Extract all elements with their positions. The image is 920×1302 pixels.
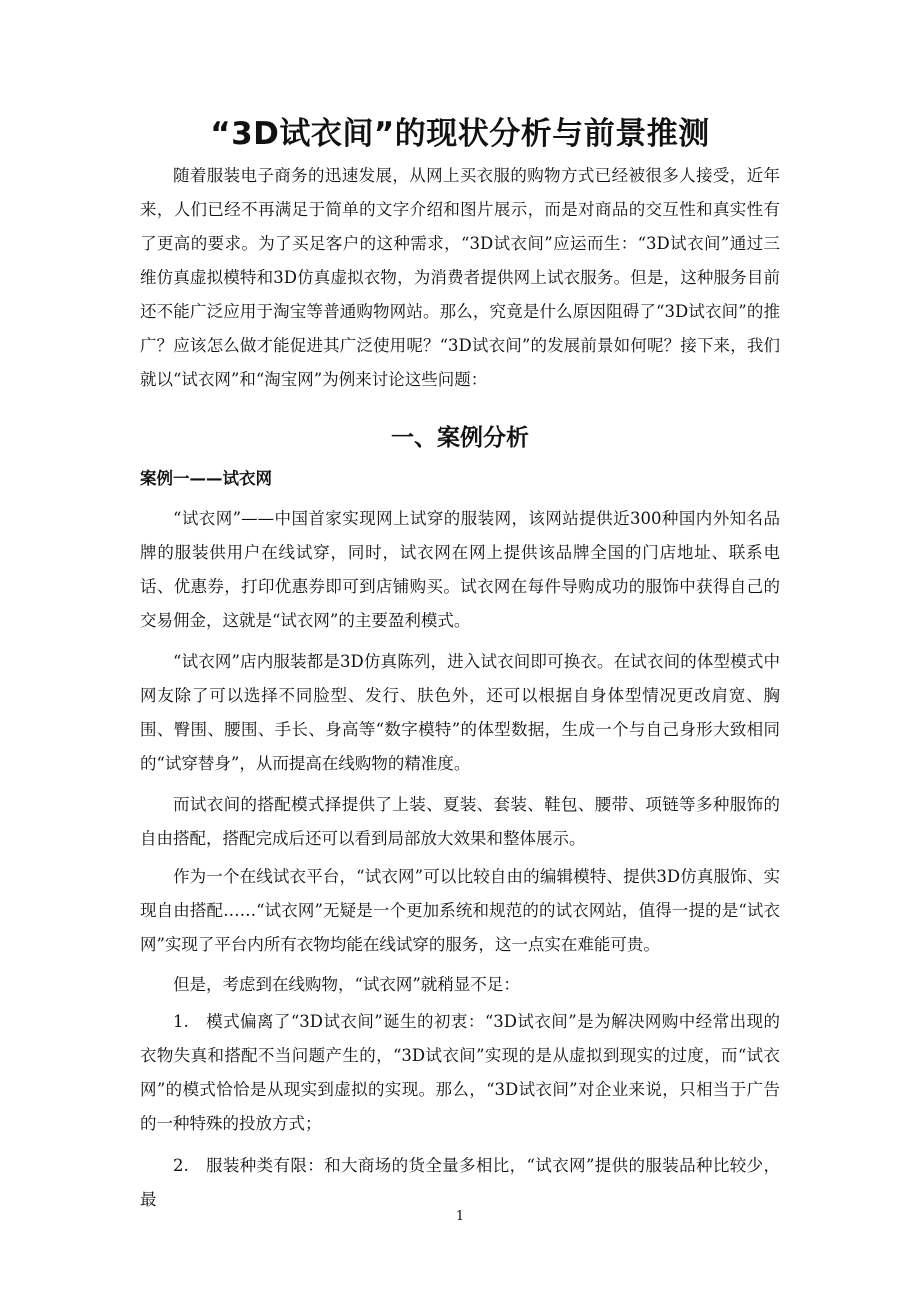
body-paragraph: “试衣网”店内服装都是3D仿真陈列，进入试衣间即可换衣。在试衣间的体型模式中网友除了可以选择不同脸型、发行、肤色外，还可以根据自身体型情况更改肩宽、胸围、臀围、腰围、手长、身高等“数字模特”的体型数据，生成一个与自己身形大致相同的“试穿替身”，从而提高在线购物的精准度。 bbox=[140, 652, 780, 773]
numbered-item: 1. 模式偏离了“3D试衣间”诞生的初衷：“3D试衣间”是为解决网购中经常出现的衣物失真和搭配不当问题产生的，“3D试衣间”实现的是从虚拟到现实的过度，而“试衣网”的模式恰恰是从现实到虚拟的实现。那么，“3D试衣间”对企业来说，只相当于广告的一种特殊的投放方式； bbox=[140, 1012, 780, 1133]
document-title: “3D试衣间”的现状分析与前景推测 bbox=[210, 116, 710, 152]
body-paragraph: 但是，考虑到在线购物，“试衣网”就稍显不足： bbox=[173, 975, 520, 994]
body-paragraph: “试衣网”——中国首家实现网上试穿的服装网，该网站提供近300种国内外知名品牌的服装供用户在线试穿，同时，试衣网在网上提供该品牌全国的门店地址、联系电话、优惠券，打印优惠券即可到店铺购买。试衣网在每件导购成功的服饰中获得自己的交易佣金，这就是“试衣网”的主要盈利模式。 bbox=[140, 509, 780, 630]
body-paragraph: 作为一个在线试衣平台，“试衣网”可以比较自由的编辑模特、提供3D仿真服饰、实现自由搭配……“试衣网”无疑是一个更加系统和规范的的试衣网站，值得一提的是“试衣网”实现了平台内所有衣物均能在线试穿的服务，这一点实在难能可贵。 bbox=[140, 867, 780, 954]
intro-paragraph: 随着服装电子商务的迅速发展，从网上买衣服的购物方式已经被很多人接受，近年来，人们已经不再满足于简单的文字介绍和图片展示，而是对商品的交互性和真实性有了更高的要求。为了买足客户的这种需求，“3D试衣间”应运而生：“3D试衣间”通过三维仿真虚拟模特和3D仿真虚拟衣物，为消费者提供网上试衣服务。但是，这种服务目前还不能广泛应用于淘宝等普通购物网站。那么，究竟是什么原因阻碍了“3D试衣间”的推广？应该怎么做才能促进其广泛使用呢？“3D试衣间”的发展前景如何呢？接下来，我们就以“试衣网”和“淘宝网”为例来讨论这些问题： bbox=[140, 166, 780, 389]
body-paragraph: 而试衣间的搭配模式择提供了上装、夏装、套装、鞋包、腰带、项链等多种服饰的自由搭配，搭配完成后还可以看到局部放大效果和整体展示。 bbox=[140, 795, 780, 848]
numbered-item: 2. 服装种类有限：和大商场的货全量多相比，“试衣网”提供的服装品种比较少，最 bbox=[140, 1156, 780, 1209]
section-heading: 一、案例分析 bbox=[391, 425, 529, 451]
page-number: 1 bbox=[455, 1209, 465, 1224]
case-heading: 案例一——试衣网 bbox=[140, 469, 272, 488]
